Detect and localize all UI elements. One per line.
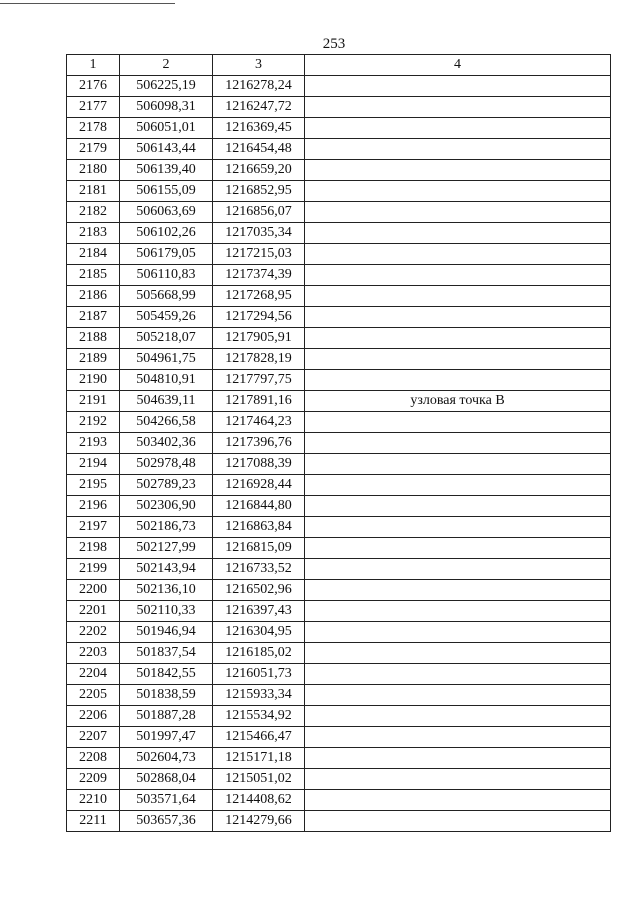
y-coordinate-cell: 1217396,76 [213,433,305,454]
point-number-cell: 2190 [67,370,120,391]
y-coordinate-cell: 1216247,72 [213,97,305,118]
table-row [67,685,611,706]
y-coordinate-cell: 1217088,39 [213,454,305,475]
y-coordinate-cell: 1216369,45 [213,118,305,139]
point-number-cell: 2201 [67,601,120,622]
note-cell [305,265,611,286]
point-number-cell: 2192 [67,412,120,433]
note-cell [305,664,611,685]
point-number-cell: 2204 [67,664,120,685]
note-cell [305,97,611,118]
table-row [67,412,611,433]
x-coordinate-cell: 504266,58 [120,412,213,433]
x-coordinate-cell: 506063,69 [120,202,213,223]
point-number-cell: 2177 [67,97,120,118]
x-coordinate-cell: 506179,05 [120,244,213,265]
note-cell [305,580,611,601]
y-coordinate-cell: 1214408,62 [213,790,305,811]
table-row [67,244,611,265]
table-row [67,790,611,811]
x-coordinate-cell: 502186,73 [120,517,213,538]
coordinates-table [66,54,611,832]
y-coordinate-cell: 1214279,66 [213,811,305,832]
table-row [67,223,611,244]
table-row [67,622,611,643]
table-row [67,139,611,160]
x-coordinate-cell: 506110,83 [120,265,213,286]
x-coordinate-cell: 501838,59 [120,685,213,706]
note-cell [305,118,611,139]
x-coordinate-cell: 505218,07 [120,328,213,349]
y-coordinate-cell: 1216397,43 [213,601,305,622]
y-coordinate-cell: 1216844,80 [213,496,305,517]
x-coordinate-cell: 503571,64 [120,790,213,811]
note-cell [305,202,611,223]
table-row [67,475,611,496]
y-coordinate-cell: 1216733,52 [213,559,305,580]
x-coordinate-cell: 506102,26 [120,223,213,244]
x-coordinate-cell: 502143,94 [120,559,213,580]
note-cell [305,76,611,97]
x-coordinate-cell: 506139,40 [120,160,213,181]
point-number-cell: 2210 [67,790,120,811]
x-coordinate-cell: 504810,91 [120,370,213,391]
scan-edge-line [0,3,175,4]
point-number-cell: 2202 [67,622,120,643]
y-coordinate-cell: 1217905,91 [213,328,305,349]
note-cell [305,643,611,664]
table-row [67,517,611,538]
table-row [67,643,611,664]
point-number-cell: 2179 [67,139,120,160]
x-coordinate-cell: 501837,54 [120,643,213,664]
note-cell [305,727,611,748]
point-number-cell: 2209 [67,769,120,790]
y-coordinate-cell: 1216185,02 [213,643,305,664]
table-row [67,328,611,349]
table-row [67,433,611,454]
x-coordinate-cell: 502604,73 [120,748,213,769]
table-row [67,391,611,412]
note-cell [305,790,611,811]
x-coordinate-cell: 502127,99 [120,538,213,559]
table-row [67,202,611,223]
point-number-cell: 2178 [67,118,120,139]
header-row [67,55,611,76]
y-coordinate-cell: 1216278,24 [213,76,305,97]
y-coordinate-cell: 1216304,95 [213,622,305,643]
y-coordinate-cell: 1216856,07 [213,202,305,223]
table-row [67,454,611,475]
note-cell [305,538,611,559]
x-coordinate-cell: 502306,90 [120,496,213,517]
table-row [67,181,611,202]
table-row [67,664,611,685]
note-cell [305,307,611,328]
y-coordinate-cell: 1216863,84 [213,517,305,538]
point-number-cell: 2195 [67,475,120,496]
note-cell [305,370,611,391]
note-cell [305,601,611,622]
y-coordinate-cell: 1216852,95 [213,181,305,202]
point-number-cell: 2189 [67,349,120,370]
y-coordinate-cell: 1217797,75 [213,370,305,391]
note-cell [305,517,611,538]
column-header: 1 [67,55,120,76]
y-coordinate-cell: 1215534,92 [213,706,305,727]
point-number-cell: 2191 [67,391,120,412]
page-number: 253 [322,36,346,52]
note-cell [305,685,611,706]
note-cell [305,769,611,790]
x-coordinate-cell: 506143,44 [120,139,213,160]
table-row [67,370,611,391]
table-row [67,349,611,370]
note-cell [305,454,611,475]
point-number-cell: 2181 [67,181,120,202]
x-coordinate-cell: 502789,23 [120,475,213,496]
x-coordinate-cell: 502110,33 [120,601,213,622]
x-coordinate-cell: 506051,01 [120,118,213,139]
point-number-cell: 2206 [67,706,120,727]
x-coordinate-cell: 502978,48 [120,454,213,475]
point-number-cell: 2199 [67,559,120,580]
table-row [67,76,611,97]
table-row [67,580,611,601]
y-coordinate-cell: 1215171,18 [213,748,305,769]
y-coordinate-cell: 1217215,03 [213,244,305,265]
note-cell [305,811,611,832]
point-number-cell: 2182 [67,202,120,223]
x-coordinate-cell: 506225,19 [120,76,213,97]
point-number-cell: 2194 [67,454,120,475]
note-cell [305,244,611,265]
y-coordinate-cell: 1216815,09 [213,538,305,559]
table-row [67,538,611,559]
note-cell [305,412,611,433]
x-coordinate-cell: 502136,10 [120,580,213,601]
y-coordinate-cell: 1216659,20 [213,160,305,181]
x-coordinate-cell: 506155,09 [120,181,213,202]
x-coordinate-cell: 501842,55 [120,664,213,685]
table-row [67,286,611,307]
note-cell [305,181,611,202]
table-row [67,97,611,118]
table-row [67,496,611,517]
table-row [67,559,611,580]
x-coordinate-cell: 506098,31 [120,97,213,118]
y-coordinate-cell: 1217035,34 [213,223,305,244]
y-coordinate-cell: 1215051,02 [213,769,305,790]
note-cell [305,433,611,454]
y-coordinate-cell: 1217891,16 [213,391,305,412]
x-coordinate-cell: 503657,36 [120,811,213,832]
x-coordinate-cell: 505459,26 [120,307,213,328]
table-row [67,265,611,286]
note-cell [305,496,611,517]
table-body [67,76,611,832]
point-number-cell: 2203 [67,643,120,664]
note-cell [305,559,611,580]
point-number-cell: 2207 [67,727,120,748]
note-cell [305,622,611,643]
point-number-cell: 2200 [67,580,120,601]
column-header: 2 [120,55,213,76]
note-cell [305,286,611,307]
table-row [67,769,611,790]
note-cell [305,328,611,349]
y-coordinate-cell: 1216928,44 [213,475,305,496]
y-coordinate-cell: 1217294,56 [213,307,305,328]
y-coordinate-cell: 1216051,73 [213,664,305,685]
point-number-cell: 2188 [67,328,120,349]
point-number-cell: 2193 [67,433,120,454]
point-number-cell: 2198 [67,538,120,559]
table-row [67,811,611,832]
point-number-cell: 2197 [67,517,120,538]
point-number-cell: 2186 [67,286,120,307]
column-header: 3 [213,55,305,76]
note-cell [305,748,611,769]
x-coordinate-cell: 502868,04 [120,769,213,790]
point-number-cell: 2184 [67,244,120,265]
point-number-cell: 2196 [67,496,120,517]
table-row [67,307,611,328]
table-row [67,118,611,139]
table-row [67,727,611,748]
table-row [67,748,611,769]
y-coordinate-cell: 1217268,95 [213,286,305,307]
y-coordinate-cell: 1217374,39 [213,265,305,286]
x-coordinate-cell: 504961,75 [120,349,213,370]
point-number-cell: 2208 [67,748,120,769]
note-cell [305,223,611,244]
note-cell [305,139,611,160]
note-cell [305,706,611,727]
note-cell: узловая точка В [305,391,611,412]
note-cell [305,160,611,181]
note-cell [305,475,611,496]
x-coordinate-cell: 505668,99 [120,286,213,307]
point-number-cell: 2187 [67,307,120,328]
x-coordinate-cell: 504639,11 [120,391,213,412]
table-row [67,160,611,181]
x-coordinate-cell: 501946,94 [120,622,213,643]
y-coordinate-cell: 1216454,48 [213,139,305,160]
note-cell [305,349,611,370]
point-number-cell: 2185 [67,265,120,286]
point-number-cell: 2211 [67,811,120,832]
point-number-cell: 2176 [67,76,120,97]
y-coordinate-cell: 1215466,47 [213,727,305,748]
x-coordinate-cell: 501887,28 [120,706,213,727]
table-row [67,601,611,622]
x-coordinate-cell: 503402,36 [120,433,213,454]
x-coordinate-cell: 501997,47 [120,727,213,748]
y-coordinate-cell: 1217828,19 [213,349,305,370]
y-coordinate-cell: 1217464,23 [213,412,305,433]
column-header: 4 [305,55,611,76]
table-row [67,706,611,727]
point-number-cell: 2183 [67,223,120,244]
point-number-cell: 2180 [67,160,120,181]
y-coordinate-cell: 1215933,34 [213,685,305,706]
point-number-cell: 2205 [67,685,120,706]
y-coordinate-cell: 1216502,96 [213,580,305,601]
